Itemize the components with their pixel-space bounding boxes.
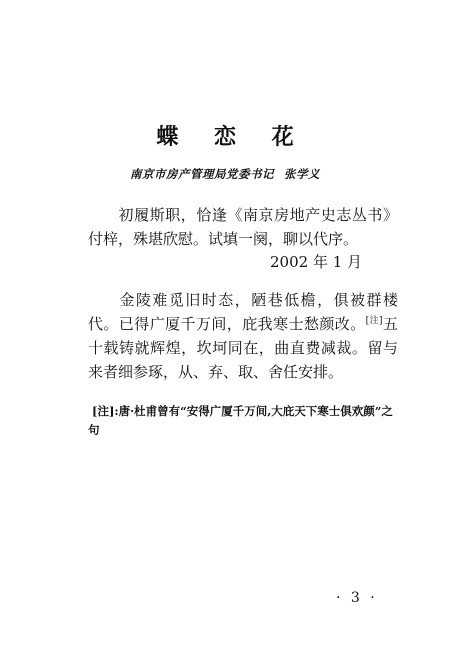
page-number: · 3 · [336,590,378,606]
footnote-text: [注]:唐·杜甫曾有“安得广厦千万间,大庇天下寒士俱欢颜”之句 [88,404,393,437]
poem-title: 蝶 恋 花 [156,124,308,150]
verse-part-2: 五十载铸就辉煌，坎坷同在，曲直费减裁。留与来者细参琢，从、弃、取、舍任安排。 [88,315,398,381]
intro-text: 初履斯职，恰逢《南京房地产史志丛书》付梓，殊堪欣慰。试填一阕，聊以代序。 [88,206,398,248]
note-marker: [注] [365,316,383,326]
poem-verse [88,288,398,384]
preface-intro [88,203,398,251]
verse-part-1: 金陵难觅旧时态，陋巷低檐，俱被群楼代。已得广厦千万间，庇我寒士愁颜改。 [88,291,398,333]
footnote [88,402,400,440]
author-line [0,166,450,182]
author-position: 南京市房产管理局党委书记 [130,167,274,181]
preface-date: 2002 年 1 月 [270,253,363,271]
author-name: 张学义 [284,167,320,181]
